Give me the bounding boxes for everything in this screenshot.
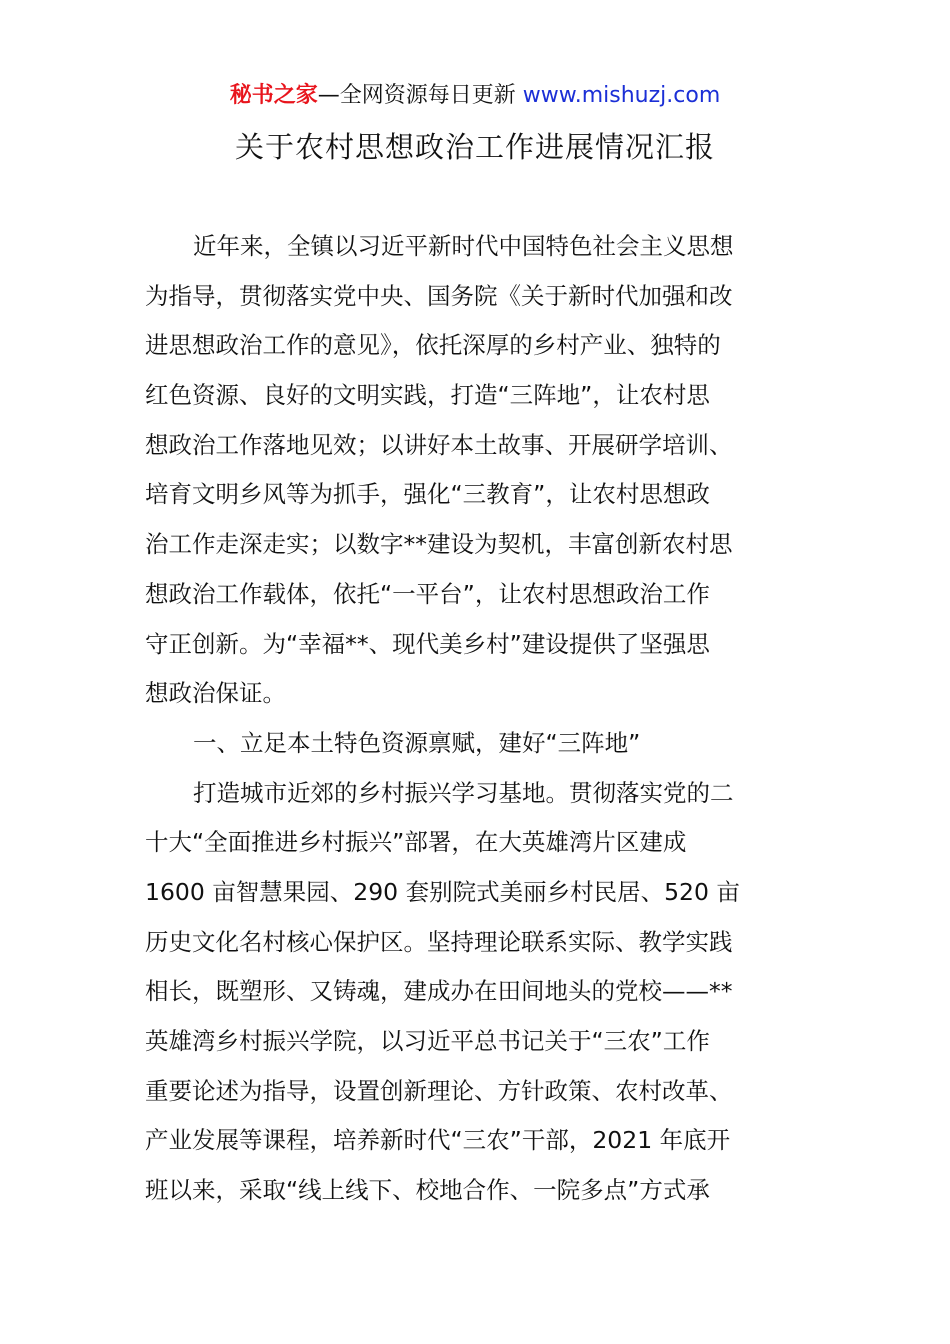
paragraph-line: 治工作走深走实；以数字**建设为契机，丰富创新农村思 [145, 530, 733, 559]
site-header [0, 80, 950, 112]
paragraph-line: 产业发展等课程，培养新时代“三农”干部，2021 年底开 [145, 1126, 731, 1155]
paragraph-line: 想政治保证。 [145, 679, 286, 708]
paragraph-line: 1600 亩智慧果园、290 套别院式美丽乡村民居、520 亩 [145, 877, 740, 906]
paragraph-line: 班以来，采取“线上线下、校地合作、一院多点”方式承 [145, 1176, 710, 1205]
section-heading: 一、立足本土特色资源禀赋，建好“三阵地” [193, 728, 641, 757]
paragraph-line: 历史文化名村核心保护区。坚持理论联系实际、教学实践 [145, 927, 733, 956]
paragraph-line: 为指导，贯彻落实党中央、国务院《关于新时代加强和改 [145, 281, 733, 310]
paragraph-line: 重要论述为指导，设置创新理论、方针政策、农村改革、 [145, 1076, 733, 1105]
site-url-link[interactable]: www.mishuzj.com [522, 83, 721, 108]
paragraph-line: 想政治工作落地见效；以讲好本土故事、开展研学培训、 [145, 430, 733, 459]
document-body [145, 222, 807, 1216]
paragraph-line: 相长，既塑形、又铸魂，建成办在田间地头的党校——** [145, 977, 733, 1006]
paragraph-line: 红色资源、良好的文明实践，打造“三阵地”，让农村思 [145, 381, 710, 410]
paragraph-line: 想政治工作载体，依托“一平台”，让农村思想政治工作 [145, 579, 710, 608]
brand-name: 秘书之家 [229, 83, 318, 108]
header-tagline: —全网资源每日更新 [317, 83, 516, 108]
paragraph-line: 英雄湾乡村振兴学院，以习近平总书记关于“三农”工作 [145, 1027, 710, 1055]
paragraph-line: 守正创新。为“幸福**、现代美乡村”建设提供了坚强思 [145, 629, 710, 658]
paragraph-line: 培育文明乡风等为抓手，强化“三教育”，让农村思想政 [145, 480, 710, 509]
paragraph-line: 近年来，全镇以习近平新时代中国特色社会主义思想 [193, 232, 734, 260]
paragraph-line: 进思想政治工作的意见》，依托深厚的乡村产业、独特的 [145, 331, 721, 360]
paragraph-line: 十大“全面推进乡村振兴”部署，在大英雄湾片区建成 [145, 828, 687, 857]
paragraph-line: 打造城市近郊的乡村振兴学习基地。贯彻落实党的二 [193, 778, 734, 807]
document-title: 关于农村思想政治工作进展情况汇报 [234, 130, 715, 164]
